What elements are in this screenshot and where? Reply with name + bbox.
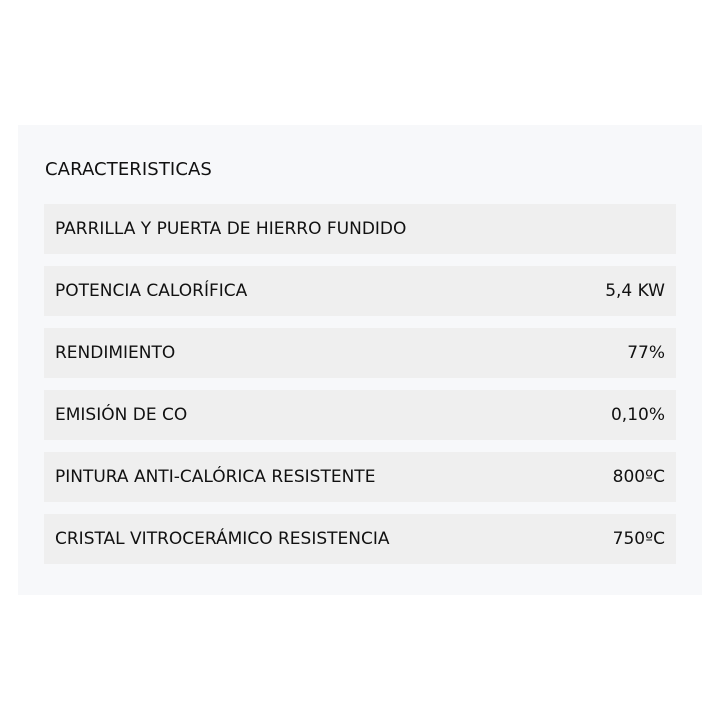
- spec-label: POTENCIA CALORÍFICA: [55, 281, 248, 301]
- spec-row-paint-resistance: [44, 452, 676, 502]
- spec-label: RENDIMIENTO: [55, 343, 176, 363]
- spec-label: EMISIÓN DE CO: [55, 405, 188, 425]
- spec-value: 800ºC: [612, 467, 665, 487]
- spec-value: 5,4 KW: [605, 281, 665, 301]
- spec-value: 0,10%: [610, 405, 665, 425]
- spec-row-heating-power: [44, 266, 676, 316]
- spec-value: 750ºC: [612, 529, 665, 549]
- spec-row-efficiency: [44, 328, 676, 378]
- spec-label: CRISTAL VITROCERÁMICO RESISTENCIA: [55, 529, 390, 549]
- spec-row-cast-iron: [44, 204, 676, 254]
- spec-row-co-emission: [44, 390, 676, 440]
- characteristics-panel: [18, 125, 702, 595]
- spec-value: 77%: [627, 343, 665, 363]
- section-title: CARACTERISTICAS: [45, 159, 212, 180]
- spec-row-glass-resistance: [44, 514, 676, 564]
- spec-list: [44, 204, 676, 576]
- spec-label: PINTURA ANTI-CALÓRICA RESISTENTE: [55, 467, 376, 487]
- spec-label: PARRILLA Y PUERTA DE HIERRO FUNDIDO: [55, 219, 407, 239]
